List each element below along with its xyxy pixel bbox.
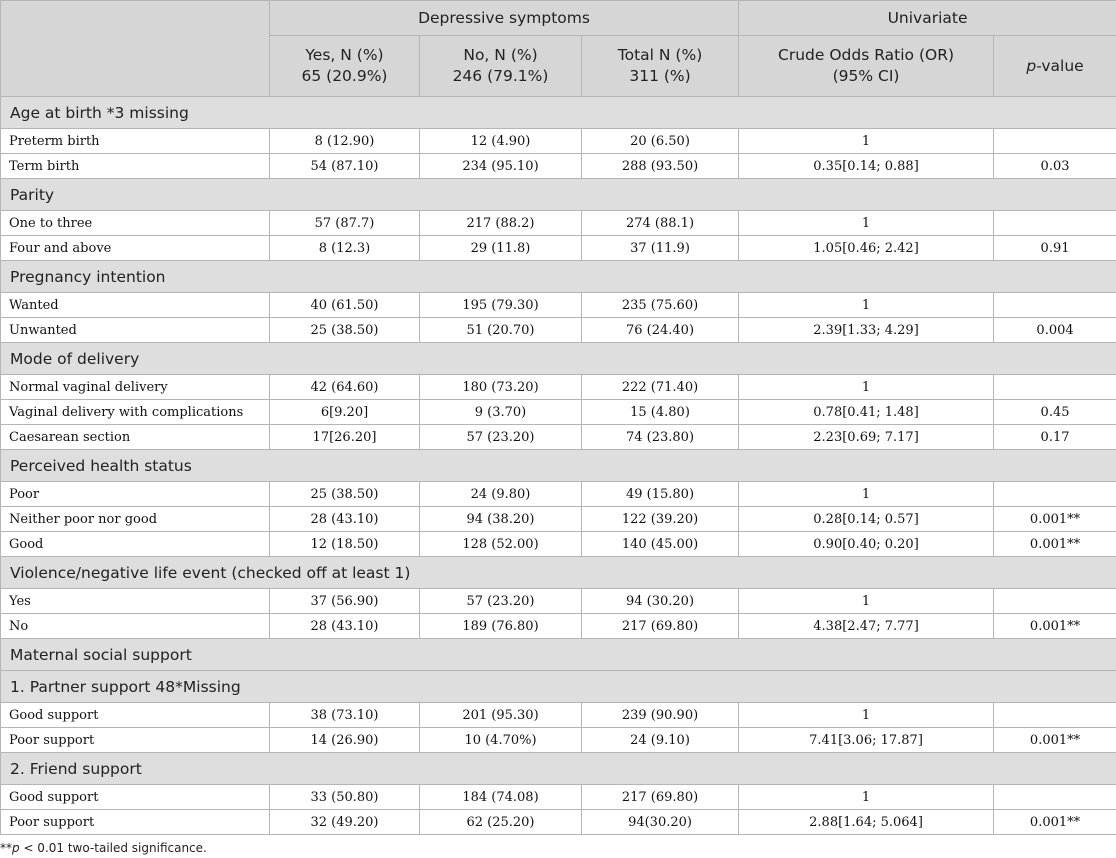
cell-or: 2.23[0.69; 7.17] bbox=[739, 425, 994, 450]
table-row bbox=[1, 375, 1116, 400]
cell-or: 1 bbox=[739, 482, 994, 507]
cell-p: 0.001** bbox=[994, 614, 1116, 639]
cell-no: 9 (3.70) bbox=[420, 400, 582, 425]
cell-total: 24 (9.10) bbox=[582, 728, 739, 753]
section-title: 2. Friend support bbox=[1, 753, 1116, 785]
cell-yes: 37 (56.90) bbox=[270, 589, 420, 614]
cell-total: 122 (39.20) bbox=[582, 507, 739, 532]
cell-label: Wanted bbox=[1, 293, 270, 318]
cell-p: 0.001** bbox=[994, 728, 1116, 753]
section-title: Parity bbox=[1, 179, 1116, 211]
cell-or: 2.39[1.33; 4.29] bbox=[739, 318, 994, 343]
cell-label: Yes bbox=[1, 589, 270, 614]
cell-total: 288 (93.50) bbox=[582, 154, 739, 179]
cell-p: 0.001** bbox=[994, 810, 1116, 835]
cell-yes: 25 (38.50) bbox=[270, 482, 420, 507]
cell-p bbox=[994, 293, 1116, 318]
cell-no: 57 (23.20) bbox=[420, 589, 582, 614]
table-row bbox=[1, 293, 1116, 318]
cell-no: 217 (88.2) bbox=[420, 211, 582, 236]
cell-yes: 38 (73.10) bbox=[270, 703, 420, 728]
header-row-groups bbox=[1, 1, 1116, 36]
cell-total: 49 (15.80) bbox=[582, 482, 739, 507]
cell-label: One to three bbox=[1, 211, 270, 236]
header-univariate: Univariate bbox=[739, 1, 1116, 36]
cell-or: 7.41[3.06; 17.87] bbox=[739, 728, 994, 753]
cell-label: Four and above bbox=[1, 236, 270, 261]
cell-label: Good support bbox=[1, 785, 270, 810]
cell-no: 195 (79.30) bbox=[420, 293, 582, 318]
cell-label: Preterm birth bbox=[1, 129, 270, 154]
header-total-line1: Total N (%) bbox=[617, 46, 703, 64]
footnote-text: < 0.01 two-tailed significance. bbox=[19, 841, 207, 855]
cell-no: 189 (76.80) bbox=[420, 614, 582, 639]
cell-yes: 6[9.20] bbox=[270, 400, 420, 425]
table-row bbox=[1, 703, 1116, 728]
cell-p: 0.001** bbox=[994, 532, 1116, 557]
cell-total: 235 (75.60) bbox=[582, 293, 739, 318]
cell-or: 1 bbox=[739, 129, 994, 154]
cell-total: 15 (4.80) bbox=[582, 400, 739, 425]
cell-p bbox=[994, 785, 1116, 810]
cell-p bbox=[994, 703, 1116, 728]
header-total-line2: 311 (%) bbox=[629, 67, 691, 85]
section-header-row bbox=[1, 639, 1116, 671]
cell-p bbox=[994, 589, 1116, 614]
cell-or: 0.78[0.41; 1.48] bbox=[739, 400, 994, 425]
cell-yes: 28 (43.10) bbox=[270, 614, 420, 639]
section-title: Violence/negative life event (checked off at least 1) bbox=[1, 557, 1116, 589]
table-row bbox=[1, 532, 1116, 557]
cell-or: 1 bbox=[739, 293, 994, 318]
cell-yes: 12 (18.50) bbox=[270, 532, 420, 557]
table-row bbox=[1, 507, 1116, 532]
cell-p bbox=[994, 375, 1116, 400]
header-yes-line1: Yes, N (%) bbox=[305, 46, 384, 64]
section-header-row bbox=[1, 671, 1116, 703]
cell-label: Term birth bbox=[1, 154, 270, 179]
cell-or: 1 bbox=[739, 211, 994, 236]
header-yes bbox=[270, 36, 420, 97]
table-row bbox=[1, 482, 1116, 507]
cell-p: 0.91 bbox=[994, 236, 1116, 261]
cell-or: 0.90[0.40; 0.20] bbox=[739, 532, 994, 557]
cell-label: Good bbox=[1, 532, 270, 557]
cell-yes: 40 (61.50) bbox=[270, 293, 420, 318]
cell-total: 94(30.20) bbox=[582, 810, 739, 835]
cell-label: Poor support bbox=[1, 810, 270, 835]
cell-label: Caesarean section bbox=[1, 425, 270, 450]
cell-yes: 42 (64.60) bbox=[270, 375, 420, 400]
cell-total: 76 (24.40) bbox=[582, 318, 739, 343]
section-header-row bbox=[1, 261, 1116, 293]
table-row bbox=[1, 154, 1116, 179]
cell-or: 4.38[2.47; 7.77] bbox=[739, 614, 994, 639]
cell-or: 1 bbox=[739, 375, 994, 400]
cell-total: 239 (90.90) bbox=[582, 703, 739, 728]
cell-label: Poor support bbox=[1, 728, 270, 753]
cell-label: Unwanted bbox=[1, 318, 270, 343]
cell-yes: 54 (87.10) bbox=[270, 154, 420, 179]
cell-label: Vaginal delivery with complications bbox=[1, 400, 270, 425]
cell-p: 0.004 bbox=[994, 318, 1116, 343]
table-row bbox=[1, 211, 1116, 236]
footnote-stars: ** bbox=[0, 841, 12, 855]
footnote bbox=[0, 841, 207, 855]
cell-no: 29 (11.8) bbox=[420, 236, 582, 261]
table-row bbox=[1, 728, 1116, 753]
table-row bbox=[1, 400, 1116, 425]
cell-total: 74 (23.80) bbox=[582, 425, 739, 450]
header-or-line1: Crude Odds Ratio (OR) bbox=[778, 46, 955, 64]
table-row bbox=[1, 425, 1116, 450]
section-title: Maternal social support bbox=[1, 639, 1116, 671]
cell-no: 184 (74.08) bbox=[420, 785, 582, 810]
section-header-row bbox=[1, 557, 1116, 589]
cell-p: 0.03 bbox=[994, 154, 1116, 179]
table-row bbox=[1, 785, 1116, 810]
cell-no: 234 (95.10) bbox=[420, 154, 582, 179]
cell-no: 62 (25.20) bbox=[420, 810, 582, 835]
cell-no: 180 (73.20) bbox=[420, 375, 582, 400]
cell-yes: 25 (38.50) bbox=[270, 318, 420, 343]
section-header-row bbox=[1, 753, 1116, 785]
header-depressive-symptoms: Depressive symptoms bbox=[270, 1, 739, 36]
cell-yes: 57 (87.7) bbox=[270, 211, 420, 236]
section-title: 1. Partner support 48*Missing bbox=[1, 671, 1116, 703]
cell-no: 12 (4.90) bbox=[420, 129, 582, 154]
header-no bbox=[420, 36, 582, 97]
cell-label: Neither poor nor good bbox=[1, 507, 270, 532]
cell-label: Normal vaginal delivery bbox=[1, 375, 270, 400]
cell-p bbox=[994, 482, 1116, 507]
section-header-row bbox=[1, 97, 1116, 129]
cell-or: 1 bbox=[739, 785, 994, 810]
header-empty-cell bbox=[1, 1, 270, 97]
cell-no: 51 (20.70) bbox=[420, 318, 582, 343]
cell-no: 201 (95.30) bbox=[420, 703, 582, 728]
section-title: Pregnancy intention bbox=[1, 261, 1116, 293]
header-yes-line2: 65 (20.9%) bbox=[301, 67, 388, 85]
header-no-line2: 246 (79.1%) bbox=[452, 67, 549, 85]
section-title: Perceived health status bbox=[1, 450, 1116, 482]
cell-or: 0.28[0.14; 0.57] bbox=[739, 507, 994, 532]
cell-yes: 28 (43.10) bbox=[270, 507, 420, 532]
header-crude-or bbox=[739, 36, 994, 97]
cell-total: 274 (88.1) bbox=[582, 211, 739, 236]
section-header-row bbox=[1, 450, 1116, 482]
cell-yes: 14 (26.90) bbox=[270, 728, 420, 753]
table-body bbox=[1, 97, 1116, 835]
cell-no: 94 (38.20) bbox=[420, 507, 582, 532]
header-no-line1: No, N (%) bbox=[463, 46, 538, 64]
cell-p bbox=[994, 211, 1116, 236]
cell-no: 57 (23.20) bbox=[420, 425, 582, 450]
header-or-line2: (95% CI) bbox=[832, 67, 900, 85]
cell-p: 0.45 bbox=[994, 400, 1116, 425]
cell-label: Good support bbox=[1, 703, 270, 728]
section-header-row bbox=[1, 343, 1116, 375]
cell-or: 1 bbox=[739, 589, 994, 614]
cell-or: 1.05[0.46; 2.42] bbox=[739, 236, 994, 261]
table-row bbox=[1, 810, 1116, 835]
cell-total: 94 (30.20) bbox=[582, 589, 739, 614]
cell-or: 2.88[1.64; 5.064] bbox=[739, 810, 994, 835]
cell-yes: 32 (49.20) bbox=[270, 810, 420, 835]
cell-p: 0.001** bbox=[994, 507, 1116, 532]
section-header-row bbox=[1, 179, 1116, 211]
cell-no: 10 (4.70%) bbox=[420, 728, 582, 753]
cell-total: 140 (45.00) bbox=[582, 532, 739, 557]
cell-total: 217 (69.80) bbox=[582, 785, 739, 810]
cell-label: Poor bbox=[1, 482, 270, 507]
cell-yes: 8 (12.3) bbox=[270, 236, 420, 261]
footnote-p: p bbox=[12, 841, 20, 855]
cell-yes: 8 (12.90) bbox=[270, 129, 420, 154]
header-p-italic: p bbox=[1026, 56, 1037, 75]
cell-no: 128 (52.00) bbox=[420, 532, 582, 557]
table-row bbox=[1, 318, 1116, 343]
header-p-suffix: -value bbox=[1036, 56, 1084, 75]
section-title: Mode of delivery bbox=[1, 343, 1116, 375]
cell-no: 24 (9.80) bbox=[420, 482, 582, 507]
cell-p: 0.17 bbox=[994, 425, 1116, 450]
section-title: Age at birth *3 missing bbox=[1, 97, 1116, 129]
table-row bbox=[1, 129, 1116, 154]
cell-total: 37 (11.9) bbox=[582, 236, 739, 261]
cell-total: 20 (6.50) bbox=[582, 129, 739, 154]
cell-or: 1 bbox=[739, 703, 994, 728]
cell-label: No bbox=[1, 614, 270, 639]
table-row bbox=[1, 614, 1116, 639]
header-p-value bbox=[994, 36, 1116, 97]
cell-or: 0.35[0.14; 0.88] bbox=[739, 154, 994, 179]
cell-p bbox=[994, 129, 1116, 154]
cell-total: 222 (71.40) bbox=[582, 375, 739, 400]
table-row bbox=[1, 236, 1116, 261]
cell-yes: 33 (50.80) bbox=[270, 785, 420, 810]
cell-total: 217 (69.80) bbox=[582, 614, 739, 639]
header-total bbox=[582, 36, 739, 97]
table-row bbox=[1, 589, 1116, 614]
cell-yes: 17[26.20] bbox=[270, 425, 420, 450]
